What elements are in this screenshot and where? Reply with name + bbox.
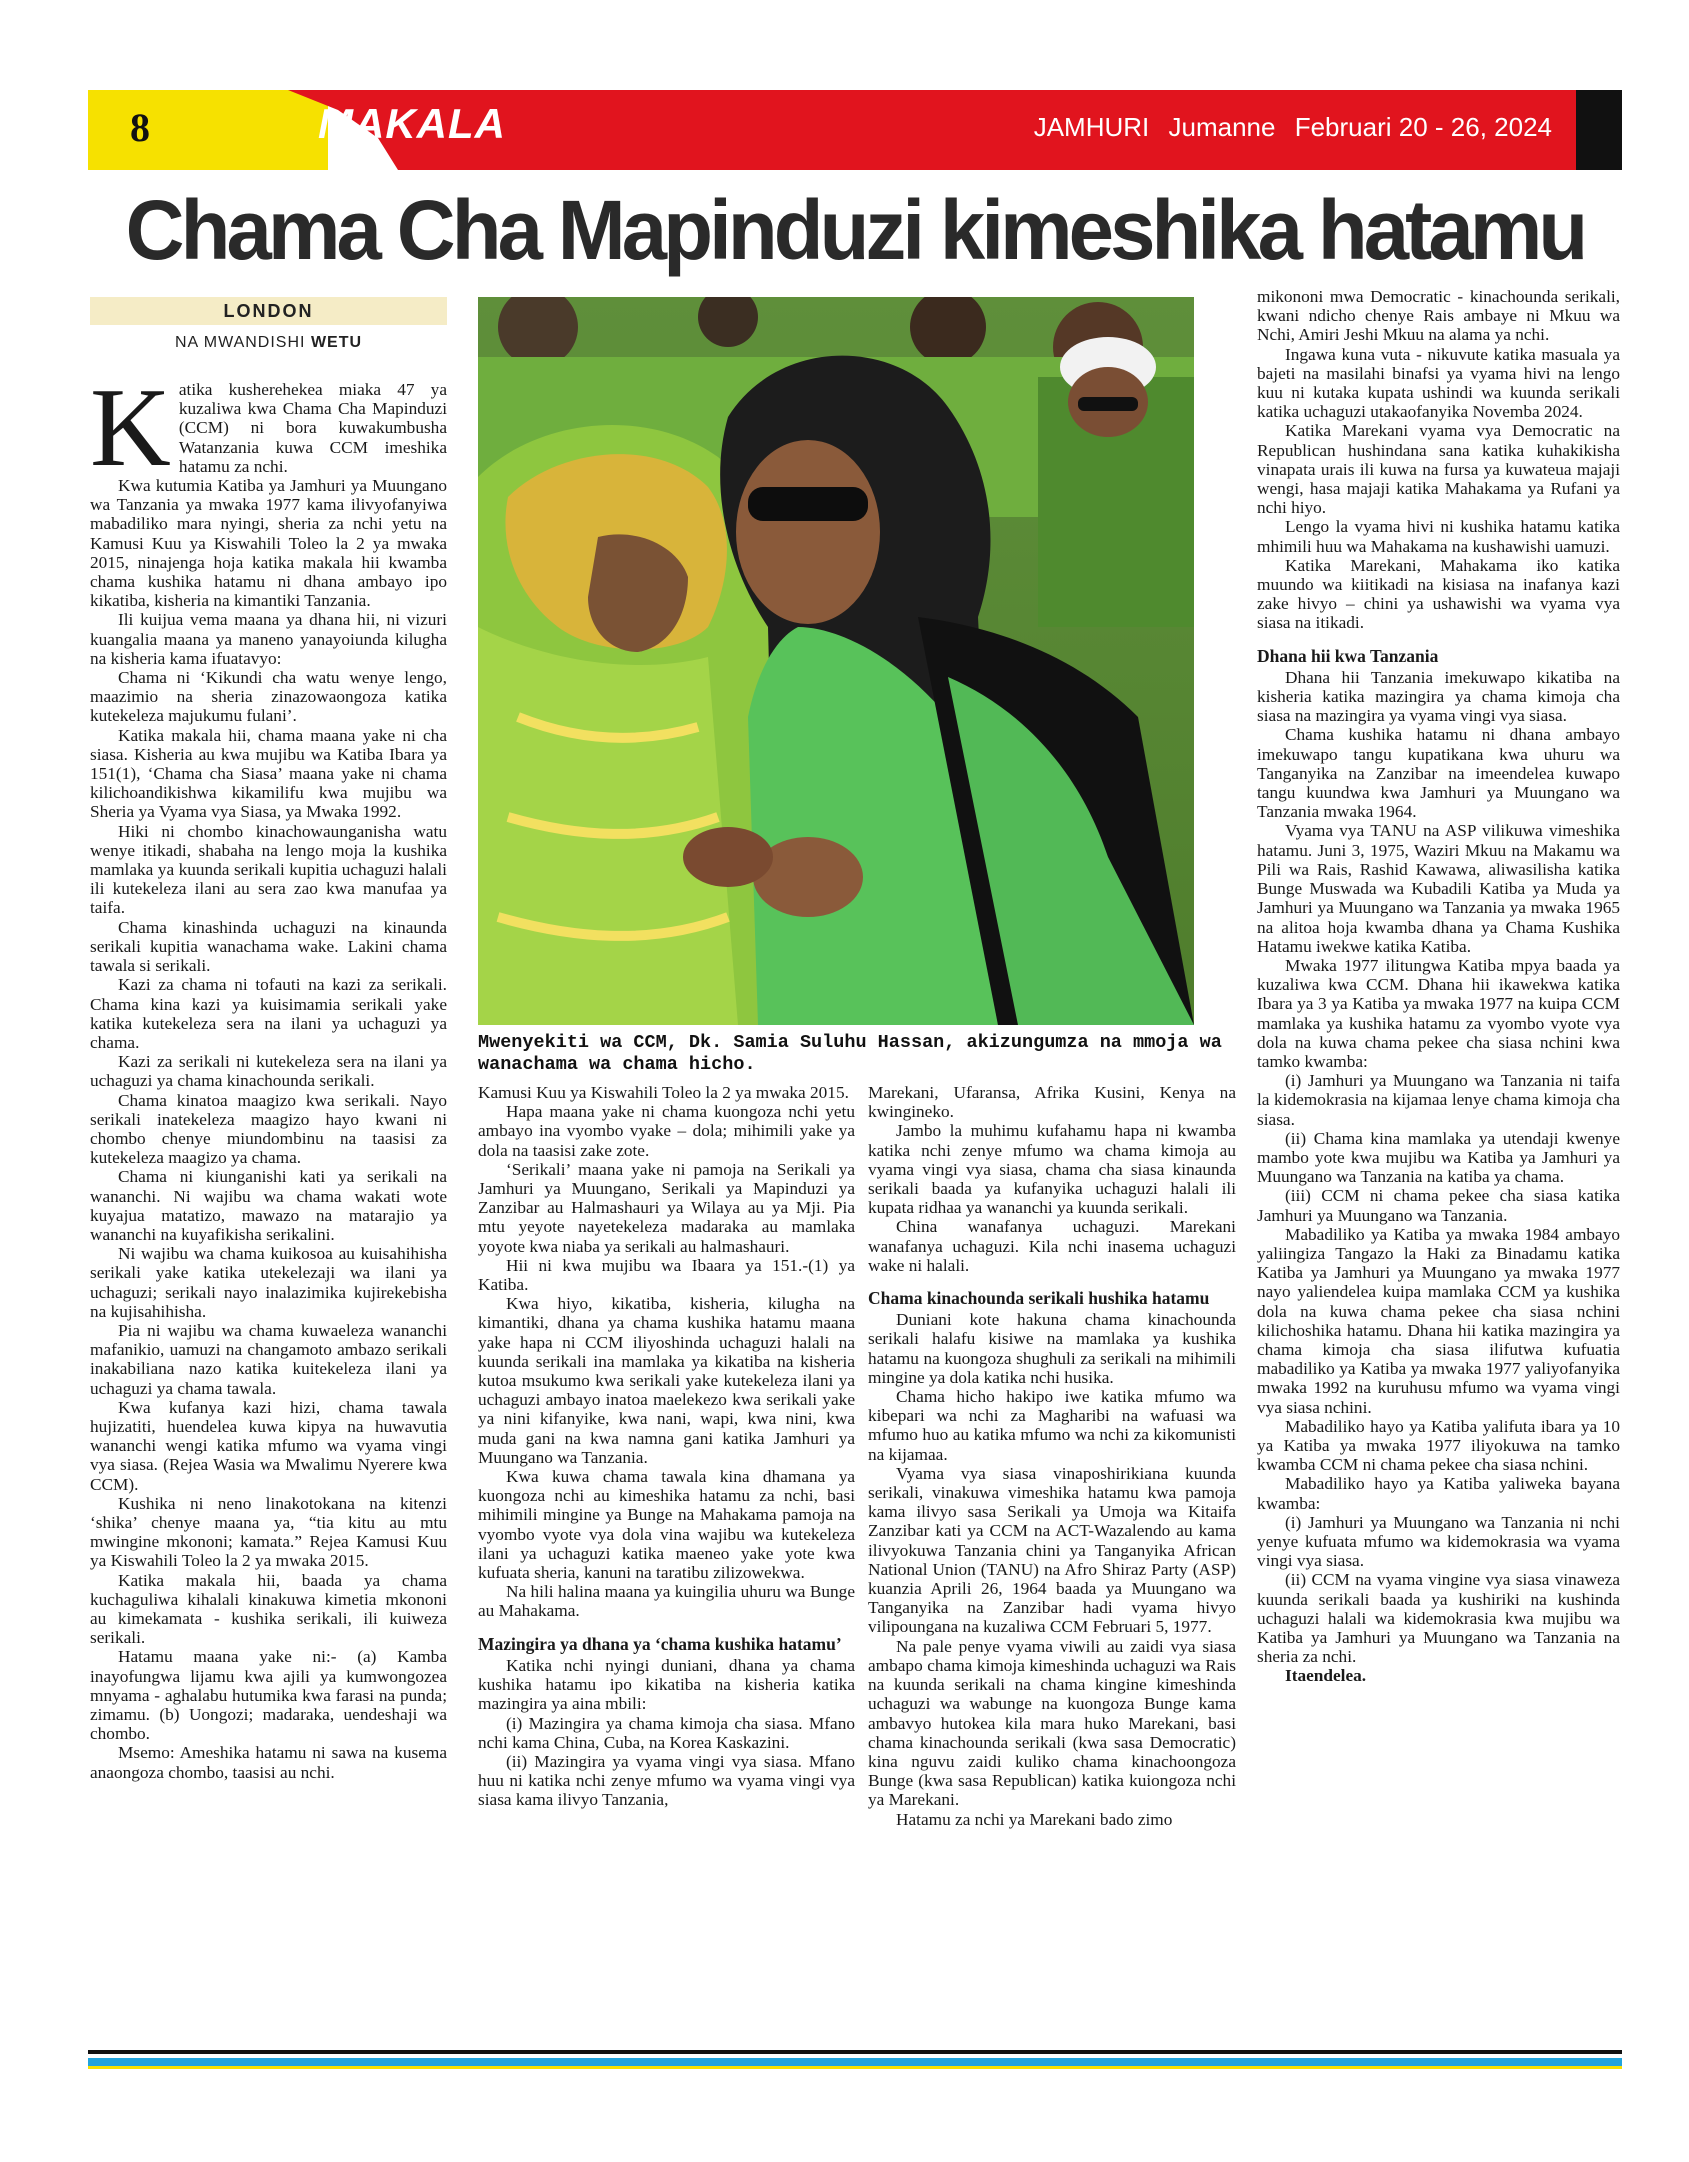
drop-cap: K bbox=[90, 366, 171, 490]
paragraph: Mabadiliko ya Katiba ya mwaka 1984 ambayo yaliingiza Tangazo la Haki za Binadamu katika Katiba ya Jamhuri ya Muungano ya mwaka 1977 nayo yaliendelea kuipa mamlaka CCM ya kushika dola na kuwa chama pekee cha siasa nchini kilichoshika hatamu. Dhana hii katika mazingira ya chama kimoja cha siasa ilifutwa kufuatia mabadiliko ya Katiba ya mwaka 1977 yaliyofanyika mwaka 1992 na kuruhusu mfumo wa vyama vingi vya siasa nchini. bbox=[1257, 1224, 1620, 1417]
paragraph: Dhana hii Tanzania imekuwapo kikatiba na kisheria katika mazingira ya chama kimoja cha siasa na mazingira ya vyama vingi vya siasa. bbox=[1257, 667, 1620, 726]
paragraph: Hatamu maana yake ni:- (a) Kamba inayofungwa lijamu kwa ajili ya kumwongozea mnyama - aghalabu hutumika kwa farasi na punda; zimamu. (b) Uongozi; madaraka, uendeshaji wa chombo. bbox=[90, 1647, 447, 1744]
paragraph: Chama kinatoa maagizo kwa serikali. Nayo serikali inatekeleza maagizo hayo kwani ni chombo chenye miundombinu na taasisi za kutekeleza maagizo ya chama. bbox=[90, 1090, 447, 1168]
header-yellow-block bbox=[88, 90, 328, 170]
paragraph: Kwa kutumia Katiba ya Jamhuri ya Muungano wa Tanzania ya mwaka 1977 kama ilivyofanyiwa mabadiliko mara nyingi, sheria za nchi yetu na Kamusi Kuu ya Kiswahili Toleo la 2 ya mwaka 2015, ninajenga hoja katika makala hii kwamba chama kushika hatamu ni dhana ambayo ipo kikatiba, kisheria na kimantiki Tanzania. bbox=[90, 476, 447, 611]
paragraph: ‘Serikali’ maana yake ni pamoja na Serikali ya Jamhuri ya Muungano, Serikali ya Mapinduzi ya Zanzibar au Halmashauri ya Wilaya au ya Mji. Pia mtu yeyote nayetekeleza madaraka au mamlaka yoyote kwa niaba ya serikali au halmashauri. bbox=[478, 1159, 855, 1256]
header-black-block bbox=[1576, 90, 1622, 170]
issue-line bbox=[1022, 112, 1552, 143]
paragraph: (ii) Mazingira ya vyama vingi vya siasa. Mfano huu ni katika nchi zenye mfumo wa vyama vingi vya siasa kama ilivyo Tanzania, bbox=[478, 1751, 855, 1810]
photo-caption: Mwenyekiti wa CCM, Dk. Samia Suluhu Hassan, akizungumza na mmoja wa wanachama wa chama hicho. bbox=[478, 1032, 1222, 1075]
byline-prefix: NA MWANDISHI bbox=[174, 334, 306, 351]
paragraph: Chama ni kiunganishi kati ya serikali na wananchi. Ni wajibu wa chama wakati wote kuyajua matatizo, mawazo na matarajio ya wananchi na kuyafikisha serikalini. bbox=[90, 1167, 447, 1244]
article-column-1 bbox=[90, 366, 447, 1782]
paragraph: mikononi mwa Democratic - kinachounda serikali, kwani ndicho chenye Rais ambaye ni Mkuu wa Nchi, Amiri Jeshi Mkuu na alama ya nchi. bbox=[1257, 287, 1620, 345]
paragraph: Ingawa kuna vuta - nikuvute katika masuala ya bajeti na masilahi binafsi ya vyama hivi na lengo kuu ni kutaka kupata ushindi wa kuunda serikali katika uchaguzi utakaofanyika Novemba 2024. bbox=[1257, 344, 1620, 422]
paragraph: Kwa kufanya kazi hizi, chama tawala hujizatiti, huendelea kuwa kipya na huwavutia wananchi wengi katika mfumo wa vyama vingi vya siasa. (Rejea Wasia wa Mwalimu Nyerere kwa CCM). bbox=[90, 1397, 447, 1494]
paragraph: Itaendelea. bbox=[1285, 1666, 1367, 1686]
paragraph: Jambo la muhimu kufahamu hapa ni kwamba katika nchi zenye mfumo wa chama kimoja au vyama vingi vya siasa, chama cha siasa kinaunda serikali baada ya kufanyika uchaguzi halali ili kupata ridhaa ya wananchi ya kuunda serikali. bbox=[868, 1121, 1236, 1218]
paragraph: Vyama vya TANU na ASP vilikuwa vimeshika hatamu. Juni 3, 1975, Waziri Mkuu na Makamu wa Pili wa Rais, Rashid Kawawa, aliwasilisha katika Bunge Muswada wa Kubadili Katiba ya Muda ya Jamhuri ya Muungano wa Tanzania ya mwaka 1965 na alitoa hoja kwamba dhana ya Chama Kushika Hatamu iwekwe katika Katiba. bbox=[1257, 821, 1620, 956]
paragraph: Mabadiliko hayo ya Katiba yalifuta ibara ya 10 ya Katiba ya mwaka 1977 iliyokuwa na tamko kwamba CCM ni chama pekee cha siasa nchini. bbox=[1257, 1416, 1620, 1475]
paragraph: Ili kuijua vema maana ya dhana hii, ni vizuri kuangalia maana ya maneno yanayoiunda kilugha na kisheria kama ifuatavyo: bbox=[90, 610, 447, 668]
footer-rule-blue bbox=[88, 2058, 1622, 2066]
paragraph: Hiki ni chombo kinachowaunganisha watu wenye itikadi, shabaha na lengo moja la kushika mamlaka ya kuunda serikali kupitia uchaguzi halali ili kutekeleza ilani au sera zao kwa manufaa ya taifa. bbox=[90, 821, 447, 918]
issue-day: Jumanne bbox=[1168, 112, 1276, 142]
subheading: Mazingira ya dhana ya ‘chama kushika hatamu’ bbox=[478, 1633, 842, 1654]
headline: Chama Cha Mapinduzi kimeshika hatamu bbox=[125, 183, 1585, 277]
paragraph: Kazi za chama ni tofauti na kazi za serikali. Chama kina kazi ya kuisimamia serikali yake katika kutekeleza sera na ilani ya uchaguzi ya chama. bbox=[90, 975, 447, 1052]
news-photo bbox=[478, 297, 1194, 1025]
paragraph: Kushika ni neno linakotokana na kitenzi ‘shika’ chenye maana ya, “tia kitu au mtu mwingine mkononi; kamata.” Rejea Kamusi Kuu ya Kiswahili Toleo la 2 ya mwaka 2015. bbox=[90, 1493, 447, 1571]
paragraph: Mabadiliko hayo ya Katiba yaliweka bayana kwamba: bbox=[1257, 1474, 1620, 1513]
paragraph: Chama kinashinda uchaguzi na kinaunda serikali kupitia wanachama wake. Lakini chama tawala si serikali. bbox=[90, 917, 447, 976]
paragraph: Vyama vya siasa vinaposhirikiana kuunda serikali, vinakuwa vimeshika hatamu kwa pamoja kama ilivyo sasa Serikali ya Umoja wa Kitaifa Zanzibar kati ya CCM na ACT-Wazalendo au kama ilivyokuwa Tanzania chini ya Tanganyika African National Union (TANU) na Afro Shiraz Party (ASP) kuanzia Aprili 26, 1964 baada ya Muungano wa Tanganyika na Zanzibar hadi vyama hivyo vilipoungana na kuzaliwa CCM Februari 5, 1977. bbox=[868, 1463, 1236, 1637]
paragraph: Kwa kuwa chama tawala kina dhamana ya kuongoza nchi au kimeshika hatamu za nchi, basi mihimili mingine ya Bunge na Mahakama pamoja na vyombo vyote vya dola vina wajibu wa kutekeleza ilani ya uchaguzi katika maeneo yake yote kwa kufuata sheria, kanuni na taratibu zilizowekwa. bbox=[478, 1467, 855, 1583]
paragraph: Chama hicho hakipo iwe katika mfumo wa kibepari wa nchi za Magharibi na wafuasi wa mfumo huo au katika mfumo wa nchi za kikomunisti na kijamaa. bbox=[868, 1387, 1236, 1464]
paragraph: (ii) CCM na vyama vingine vya siasa vinaweza kuunda serikali baada ya kushiriki na kushinda uchaguzi halali wa kidemokrasia kwa mujibu wa Katiba ya Jamhuri ya Muungano wa Tanzania na sheria za nchi. bbox=[1257, 1570, 1620, 1667]
paragraph: Pia ni wajibu wa chama kuwaeleza wananchi mafanikio, uamuzi na changamoto ambazo serikali inakabiliana nazo katika kuitekeleza ilani ya uchaguzi ya chama tawala. bbox=[90, 1320, 447, 1398]
paragraph: Kamusi Kuu ya Kiswahili Toleo la 2 ya mwaka 2015. bbox=[478, 1083, 849, 1102]
article-column-4 bbox=[1257, 287, 1620, 1686]
article-column-2 bbox=[478, 1083, 855, 1810]
author-byline bbox=[90, 334, 447, 352]
paragraph: Hatamu za nchi ya Marekani bado zimo bbox=[896, 1809, 1173, 1829]
paragraph: Katika makala hii, baada ya chama kuchaguliwa kihalali kinakuwa kimetia mkononi au kimekamata - kushika serikali, ili kuiweza serikali. bbox=[90, 1570, 447, 1648]
paragraph bbox=[90, 366, 447, 490]
photo-illustration bbox=[478, 297, 1194, 1025]
paragraph: (i) Jamhuri ya Muungano wa Tanzania ni nchi yenye kufuata mfumo wa kidemokrasia wa vyama vingi vya siasa. bbox=[1257, 1512, 1620, 1571]
page-number: 8 bbox=[130, 105, 150, 150]
paragraph: Chama kushika hatamu ni dhana ambayo imekuwapo tangu kupatikana kwa uhuru wa Tanganyika na Zanzibar na imeendelea kuwapo tangu kuundwa kwa Jamhuri ya Muungano wa Tanzania mwaka 1964. bbox=[1257, 725, 1620, 822]
footer-rule-black bbox=[88, 2050, 1622, 2054]
paragraph: Katika makala hii, chama maana yake ni cha siasa. Kisheria au kwa mujibu wa Katiba Ibara ya 151(1), ‘Chama cha Siasa’ maana yake ni chama kilichoandikishwa kikamilifu kwa mujibu wa Sheria ya Vyama vya Siasa, ya Mwaka 1992. bbox=[90, 725, 447, 822]
paragraph: Marekani, Ufaransa, Afrika Kusini, Kenya na kwingineko. bbox=[868, 1083, 1236, 1122]
section-label: MAKALA bbox=[318, 100, 506, 147]
paragraph: (iii) CCM ni chama pekee cha siasa katika Jamhuri ya Muungano wa Tanzania. bbox=[1257, 1186, 1620, 1225]
subheading: Chama kinachounda serikali hushika hatamu bbox=[868, 1288, 1210, 1309]
paragraph: China wanafanya uchaguzi. Marekani wanafanya uchaguzi. Kila nchi inasema uchaguzi wake ni halali. bbox=[868, 1217, 1236, 1275]
paragraph: Lengo la vyama hivi ni kushika hatamu katika mhimili huu wa Mahakama na kushawishi uamuzi. bbox=[1257, 517, 1620, 556]
paragraph-text: atika kusherehekea miaka 47 ya kuzaliwa kwa Chama Cha Mapinduzi (CCM) ni bora kuwakumbusha Watanzania kuwa CCM imeshika hatamu za nchi. bbox=[178, 380, 447, 476]
paragraph: Duniani kote hakuna chama kinachounda serikali halafu kisiwe na mamlaka ya kushika hatamu na kuongoza shughuli za serikali na mihimili mingine ya dola katika nchi husika. bbox=[868, 1310, 1236, 1387]
issue-date: Februari 20 - 26, 2024 bbox=[1294, 112, 1552, 142]
paragraph: Katika Marekani vyama vya Democratic na Republican hushindana sana katika kuhakikisha vinapata urais ili kuwa na fursa ya kuwateua majaji wengi, hasa majaji katika Mahakama ya Rufani ya nchi hiyo. bbox=[1257, 421, 1620, 518]
paragraph: Ni wajibu wa chama kuikosoa au kuisahihisha serikali yake katika utekelezaji wa ilani ya uchaguzi; serikali nayo inalazimika kujirekebisha na kujisahihisha. bbox=[90, 1244, 447, 1321]
paragraph: Kazi za serikali ni kutekeleza sera na ilani ya uchaguzi ya chama kinachounda serikali. bbox=[90, 1052, 447, 1091]
article-column-3 bbox=[868, 1083, 1236, 1829]
paragraph: (i) Mazingira ya chama kimoja cha siasa. Mfano nchi kama China, Cuba, na Korea Kaskazini. bbox=[478, 1713, 855, 1752]
paragraph: Mwaka 1977 ilitungwa Katiba mpya baada ya kuzaliwa kwa CCM. Dhana hii ikawekwa katika Ibara ya 3 ya Katiba ya mwaka 1977 na kuipa CCM mamlaka ya kushika hatamu za vyombo vyote vya dola na kuwa chama pekee cha siasa nchini kwa tamko kwamba: bbox=[1257, 955, 1620, 1071]
paragraph: Na pale penye vyama viwili au zaidi vya siasa ambapo chama kimoja kimeshinda uchaguzi wa Rais na kuunda serikali na chama kingine kimeshinda uchaguzi wa wabunge na kuongoza Bunge kama ambavyo hutokea kila mara huko Marekani, basi chama kinachounda serikali (kwa sasa Democratic) kina nguvu zaidi kuliko chama kinachoongoza Bunge (kwa sasa Republican) katika kuiongoza nchi ya Marekani. bbox=[868, 1636, 1236, 1810]
paragraph: Hapa maana yake ni chama kuongoza nchi yetu ambayo ina vyombo vyake – dola; mihimili yake ya dola na taasisi zake zote. bbox=[478, 1102, 855, 1160]
paragraph: Na hili halina maana ya kuingilia uhuru wa Bunge au Mahakama. bbox=[478, 1582, 855, 1621]
publication-name: JAMHURI bbox=[1033, 112, 1150, 142]
paragraph: Msemo: Ameshika hatamu ni sawa na kusema anaongoza chombo, taasisi au nchi. bbox=[90, 1743, 447, 1782]
page-header bbox=[88, 90, 1622, 170]
dateline-location: LONDON bbox=[90, 297, 447, 325]
paragraph: Kwa hiyo, kikatiba, kisheria, kilugha na kimantiki, dhana ya chama kushika hatamu maana yake hapa ni CCM iliyoshinda uchaguzi halali na kuunda serikali ina mamlaka ya kikatiba na kisheria kutoa msukumo kwa serikali yake kutekeleza ilani ya uchaguzi ambayo inatoa maelekezo kwa serikali yake ya nini kifanyike, kwa nani, wapi, kwa nini, kwa muda gani na kwa namna gani katika Jamhuri ya Muungano wa Tanzania. bbox=[478, 1294, 855, 1467]
paragraph: Chama ni ‘Kikundi cha watu wenye lengo, maazimio na sheria zinazowaongoza katika kutekeleza majukumu fulani’. bbox=[90, 668, 447, 726]
paragraph: Katika nchi nyingi duniani, dhana ya chama kushika hatamu ipo kikatiba na kisheria katika mazingira ya aina mbili: bbox=[478, 1655, 855, 1714]
byline-author: WETU bbox=[310, 334, 363, 351]
footer-rule-yellow bbox=[88, 2066, 1622, 2069]
paragraph: (ii) Chama kina mamlaka ya utendaji kwenye mambo yote kwa mujibu wa Katiba ya Jamhuri ya Muungano wa Tanzania na katiba ya chama. bbox=[1257, 1128, 1620, 1187]
paragraph: (i) Jamhuri ya Muungano wa Tanzania ni taifa la kidemokrasia na kijamaa lenye chama kimoja cha siasa. bbox=[1257, 1071, 1620, 1129]
paragraph: Katika Marekani, Mahakama iko katika muundo wa kiitikadi na kisiasa na inafanya kazi zake hivyo – chini ya ushawishi wa vyama vya siasa na itikadi. bbox=[1257, 555, 1620, 633]
subheading: Dhana hii kwa Tanzania bbox=[1257, 645, 1439, 666]
paragraph: Hii ni kwa mujibu wa Ibaara ya 151.-(1) ya Katiba. bbox=[478, 1255, 855, 1295]
